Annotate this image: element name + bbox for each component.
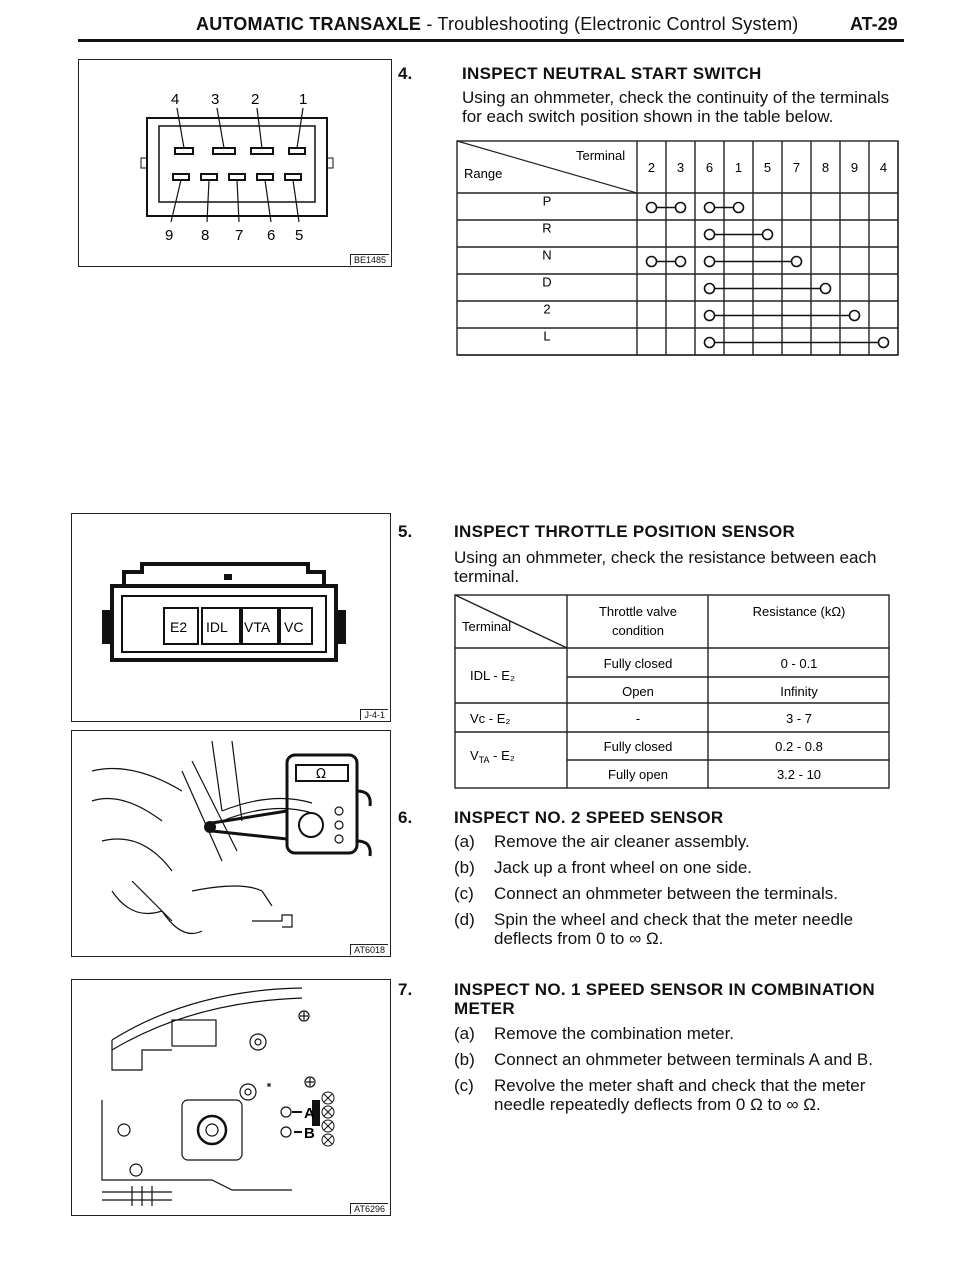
nst-continuity-point (705, 203, 715, 213)
section-6-step-d (454, 910, 853, 929)
tps-res-1: 0 - 0.1 (780, 656, 818, 671)
nst-terminal-4: 4 (879, 160, 888, 175)
nst-continuity-point (705, 284, 715, 294)
figure-connector (78, 59, 392, 267)
pin-label-3: 3 (211, 91, 220, 108)
section-6-number: 6. (398, 808, 413, 827)
section-6-title: INSPECT NO. 2 SPEED SENSOR (454, 808, 724, 827)
section-6-step-d-cont: deflects from 0 to ∞ Ω. (494, 929, 664, 948)
nst-header-range: Range (464, 166, 503, 181)
pin-label-1: 1 (299, 91, 308, 108)
step-text: Remove the combination meter. (494, 1024, 735, 1043)
figure-code: J-4-1 (360, 709, 388, 720)
tps-pin-idl: IDL (206, 619, 228, 635)
section-7-step-b (454, 1050, 873, 1069)
nst-range-2: 2 (543, 301, 551, 317)
tps-table-grid (454, 594, 890, 790)
nst-terminal-5: 5 (763, 160, 772, 175)
nst-terminal-1: 1 (734, 160, 743, 175)
ohmmeter-dial (299, 813, 323, 837)
tps-cond-5: Fully open (608, 767, 668, 782)
speed-sensor-diagram (72, 731, 390, 956)
figure-tps-connector (71, 513, 391, 722)
tps-connector-diagram (72, 514, 390, 721)
nst-range-N: N (542, 247, 552, 263)
pin-label-2: 2 (251, 91, 260, 108)
section-6-step-c (454, 884, 838, 903)
step-label: (a) (454, 832, 475, 851)
tps-header-terminal: Terminal (462, 619, 512, 634)
tps-pin-e2: E2 (170, 619, 188, 635)
pin-label-4: 4 (171, 91, 180, 108)
tps-header-condition-l1: Throttle valve (598, 604, 678, 619)
combination-meter-diagram (72, 980, 390, 1215)
neutral-switch-grid (456, 140, 900, 356)
nst-terminal-3: 3 (676, 160, 685, 175)
nst-terminal-9: 9 (850, 160, 859, 175)
nst-continuity-point (734, 203, 744, 213)
figure-code: AT6018 (350, 944, 388, 955)
nst-range-R: R (542, 220, 552, 236)
step-label: (b) (454, 858, 475, 877)
section-4-text-line1: Using an ohmmeter, check the continuity of the terminals (462, 88, 890, 107)
step-label: (d) (454, 910, 475, 929)
nst-terminal-6: 6 (705, 160, 714, 175)
nst-terminal-2: 2 (647, 160, 656, 175)
tps-cond-2: Open (622, 684, 654, 699)
tps-cond-3: - (635, 711, 641, 726)
header-title-bold: AUTOMATIC TRANSAXLE (196, 14, 422, 34)
tps-header-resistance: Resistance (kΩ) (752, 604, 846, 619)
step-text: Connect an ohmmeter between terminals A and B. (494, 1050, 873, 1069)
section-7-step-c-cont: needle repeatedly deflects from 0 Ω to ∞ Ω. (494, 1095, 821, 1114)
figure-code: BE1485 (350, 254, 389, 265)
section-5-text-line1: Using an ohmmeter, check the resistance between each (454, 548, 877, 567)
top-pin-row (175, 148, 305, 154)
nst-continuity-point (850, 311, 860, 321)
nst-continuity-point (705, 338, 715, 348)
step-label: (c) (454, 884, 474, 903)
tps-res-5: 3.2 - 10 (776, 767, 822, 782)
section-4-title: INSPECT NEUTRAL START SWITCH (462, 64, 762, 83)
section-5-title: INSPECT THROTTLE POSITION SENSOR (454, 522, 796, 541)
nst-continuity-point (676, 257, 686, 267)
tps-latch-left (102, 610, 112, 644)
step-label: (b) (454, 1050, 475, 1069)
tps-terminal-idl: IDL - E₂ (470, 668, 516, 683)
page-header-title (196, 14, 799, 35)
nst-continuity-point (647, 203, 657, 213)
tps-res-3: 3 - 7 (785, 711, 813, 726)
tps-latch-right (336, 610, 346, 644)
tps-cond-4: Fully closed (603, 739, 673, 754)
section-6-step-b (454, 858, 752, 877)
nst-terminal-8: 8 (821, 160, 830, 175)
section-7-step-c (454, 1076, 865, 1095)
header-rule (78, 39, 904, 42)
tps-resistance-table (454, 594, 890, 790)
section-6-step-a (454, 832, 750, 851)
header-title-rest: - Troubleshooting (Electronic Control System) (421, 14, 799, 34)
section-4-number: 4. (398, 64, 413, 83)
tps-cond-1: Fully closed (603, 656, 673, 671)
step-text: Remove the air cleaner assembly. (494, 832, 750, 851)
nst-continuity-point (879, 338, 889, 348)
section-7-title-l2: METER (454, 999, 515, 1018)
nst-continuity-point (647, 257, 657, 267)
step-text: Connect an ohmmeter between the terminals. (494, 884, 838, 903)
bottom-pin-row (173, 174, 301, 180)
nst-continuity-point (676, 203, 686, 213)
connector-diagram (79, 60, 391, 266)
pin-label-5: 5 (295, 227, 304, 244)
terminal-a-label: A (304, 1105, 315, 1122)
nst-continuity-point (821, 284, 831, 294)
tps-header-condition-l2: condition (611, 623, 665, 638)
tps-pin-vta: VTA (244, 619, 271, 635)
page-number: AT-29 (850, 14, 898, 34)
pin-label-6: 6 (267, 227, 276, 244)
nst-range-P: P (542, 193, 552, 209)
nst-continuity-point (705, 257, 715, 267)
pin-label-8: 8 (201, 227, 210, 244)
nst-range-D: D (542, 274, 552, 290)
section-7-number: 7. (398, 980, 413, 999)
tps-terminal-vta: $V_{TA} - E_2$ (470, 748, 515, 765)
nst-continuity-point (763, 230, 773, 240)
nst-range-L: L (543, 328, 551, 344)
figure-speed-sensor (71, 730, 391, 957)
nst-continuity-point (705, 311, 715, 321)
step-label: (a) (454, 1024, 475, 1043)
nst-terminal-7: 7 (792, 160, 801, 175)
nst-continuity-point (792, 257, 802, 267)
pin-label-9: 9 (165, 227, 174, 244)
tps-res-2: Infinity (780, 684, 818, 699)
figure-code: AT6296 (350, 1203, 388, 1214)
step-text: Spin the wheel and check that the meter needle (494, 910, 854, 929)
step-text: Jack up a front wheel on one side. (494, 858, 752, 877)
pin-leader-lines (171, 108, 303, 222)
tps-terminal-vc: Vc - E₂ (470, 711, 511, 726)
section-5-text-line2: terminal. (454, 567, 520, 586)
section-4-text-line2: for each switch position shown in the table below. (462, 107, 834, 126)
tps-pin-vc: VC (284, 619, 304, 635)
nst-continuity-point (705, 230, 715, 240)
section-5-number: 5. (398, 522, 413, 541)
nst-header-terminal: Terminal (576, 148, 626, 163)
terminal-b-label: B (304, 1125, 315, 1142)
pin-label-7: 7 (235, 227, 244, 244)
step-text: Revolve the meter shaft and check that the meter (494, 1076, 866, 1095)
figure-combination-meter (71, 979, 391, 1216)
tps-res-4: 0.2 - 0.8 (775, 739, 823, 754)
neutral-switch-table (456, 140, 900, 356)
ohmmeter-symbol: Ω (316, 767, 326, 782)
section-7-title-l1: INSPECT NO. 1 SPEED SENSOR IN COMBINATION (454, 980, 875, 999)
section-7-step-a (454, 1024, 734, 1043)
step-label: (c) (454, 1076, 474, 1095)
